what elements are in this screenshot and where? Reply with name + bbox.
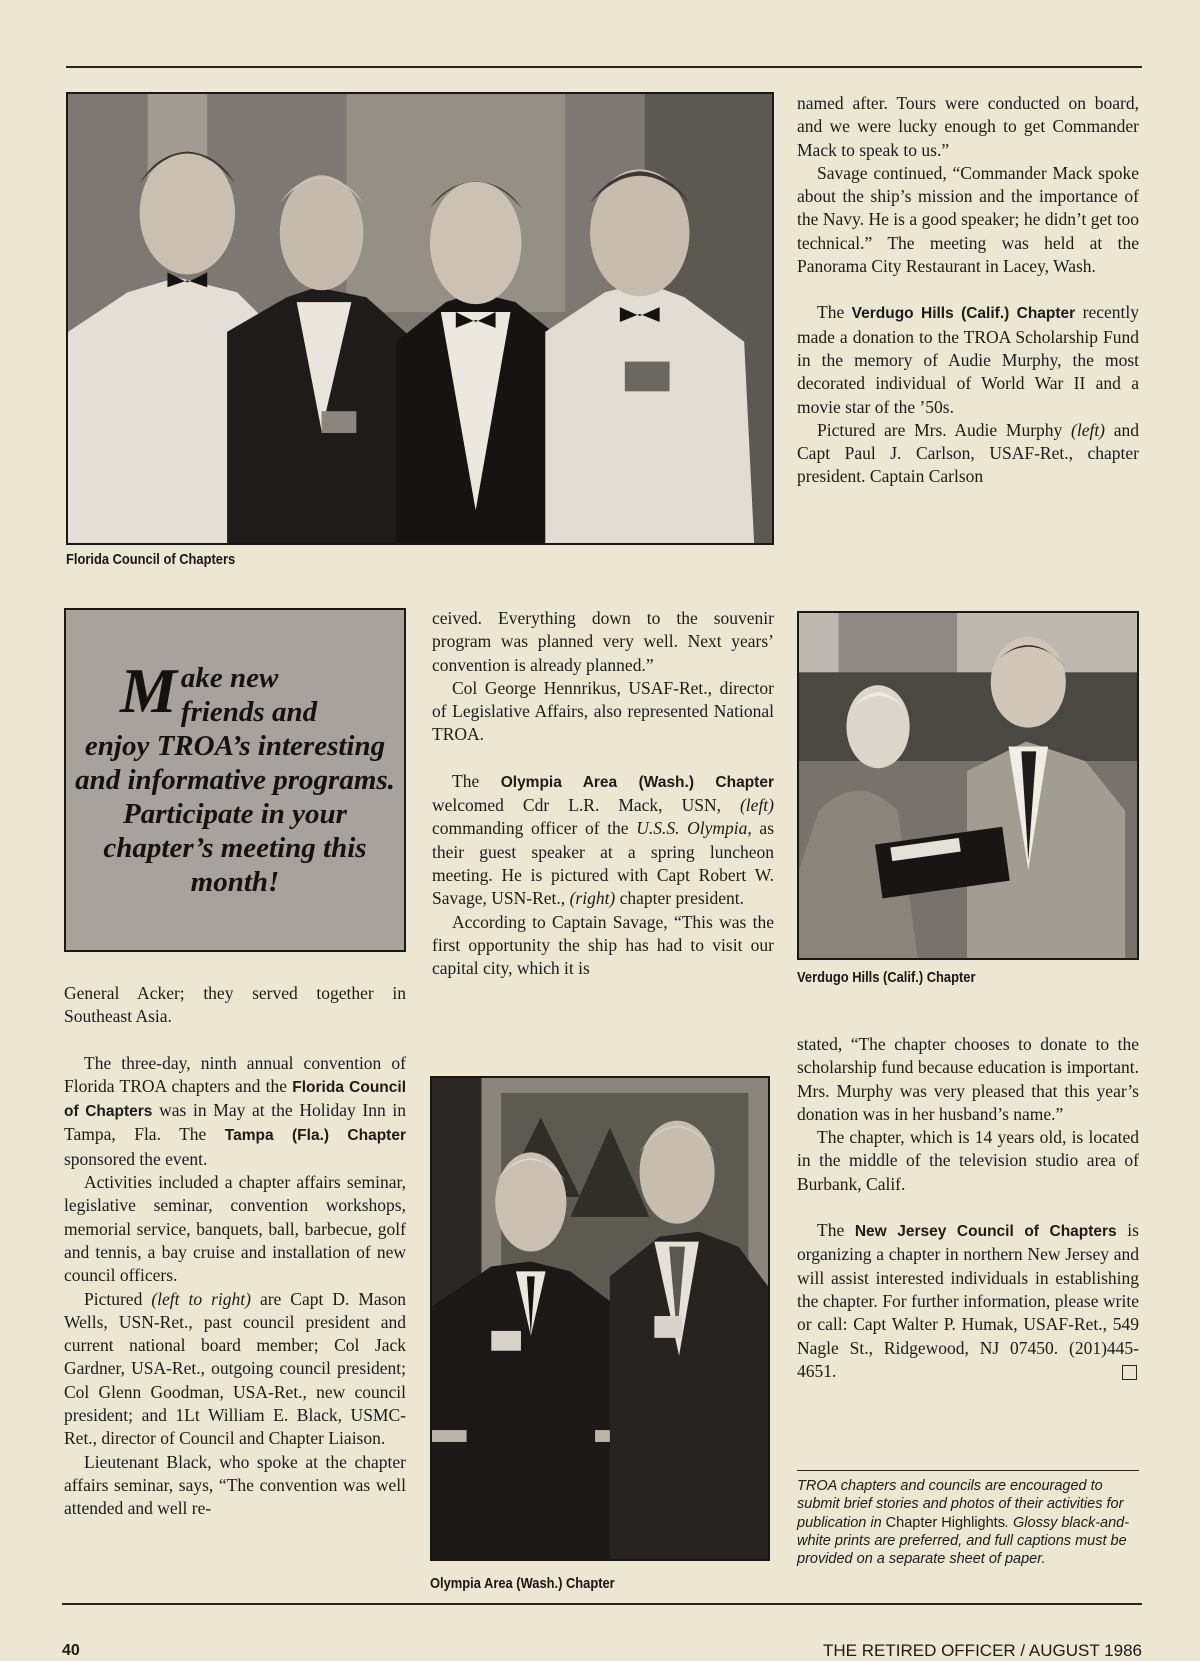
text-run: The	[452, 770, 501, 791]
chapter-name-new-jersey: New Jersey Council of Chapters	[854, 1223, 1117, 1241]
promo-line-1: ake new	[180, 662, 279, 694]
text-run: and Capt Paul J. Carlson, USAF-Ret., chapter president. Captain Carlson	[797, 419, 1139, 487]
end-of-article-box-icon	[1122, 1365, 1137, 1380]
article-paragraph: The chapter, which is 14 years old, is located in the middle of the television studio area of Burbank, Calif.	[797, 1127, 1139, 1194]
column-1	[64, 982, 406, 1521]
text-run: The three-day, ninth annual convention of Florida TROA chapters and the	[64, 1052, 406, 1096]
chapter-name-olympia: Olympia Area (Wash.) Chapter	[500, 773, 774, 791]
text-run: TROA chapters and councils are encouraged to submit brief stories and photos of their activities for publication in	[797, 1478, 1124, 1531]
text-run: Pictured are Mrs. Audie Murphy	[817, 419, 1071, 440]
text-run: as their guest speaker at a spring luncheon meeting. He is pictured with Capt Robert W. Savage, USN-Ret.,	[432, 818, 775, 909]
text-run: welcomed Cdr L.R. Mack, USN,	[432, 795, 740, 816]
article-paragraph	[64, 1288, 406, 1451]
olympia-article	[432, 770, 774, 911]
promo-rest: enjoy TROA’s interesting and informative programs. Participate in your chapter’s meeting this month!	[75, 730, 395, 898]
text-run: (left)	[739, 795, 774, 816]
text-run: U.S.S. Olympia,	[636, 818, 752, 839]
text-run: is organizing a chapter in northern New Jersey and will assist interested individuals in establishing the chapter. For further information, please write or call: Capt Walter P. Humak, USAF-Ret., 549 Nagle St., Ridgewood, NJ 07450. (201)445-4651.	[797, 1220, 1139, 1381]
text-run: Pictured	[84, 1288, 152, 1309]
header-rule	[66, 66, 1142, 68]
verdugo-hills-photo	[797, 611, 1139, 960]
new-jersey-article	[797, 1219, 1139, 1383]
florida-article	[64, 1052, 406, 1171]
promo-dropcap: M	[120, 661, 177, 726]
article-paragraph: stated, “The chapter chooses to donate to the scholarship fund because education is important. Mrs. Murphy was very pleased that this year’s donation was in her husband’s name.”	[797, 1034, 1139, 1124]
text-run: commanding officer of the	[432, 818, 637, 839]
note-rule	[797, 1470, 1139, 1471]
submission-note	[797, 1477, 1139, 1568]
column-3-top	[797, 92, 1139, 489]
article-paragraph	[797, 419, 1139, 489]
text-run: (left to right)	[151, 1288, 251, 1309]
chapter-name-verdugo: Verdugo Hills (Calif.) Chapter	[851, 305, 1076, 323]
column-2	[432, 607, 774, 980]
article-paragraph: ceived. Everything down to the souvenir program was planned very well. Next years’ convention is already planned.”	[432, 608, 774, 675]
chapter-name-florida: Florida Council of Chapters	[64, 1078, 406, 1121]
text-run: (right)	[569, 888, 616, 909]
olympia-photo-caption: Olympia Area (Wash.) Chapter	[430, 1575, 615, 1592]
publication-line: THE RETIRED OFFICER / AUGUST 1986	[823, 1641, 1142, 1660]
florida-photo-caption: Florida Council of Chapters	[66, 551, 236, 568]
footer-rule	[62, 1603, 1142, 1605]
text-run: chapter president.	[615, 888, 745, 909]
article-paragraph: Lieutenant Black, who spoke at the chapter affairs seminar, says, “The convention was well attended and well re-	[64, 1451, 406, 1519]
article-paragraph: According to Captain Savage, “This was the first opportunity the ship has had to visit our capital city, which it is	[432, 911, 774, 979]
text-run: The	[817, 302, 852, 323]
article-paragraph: Col George Hennrikus, USAF-Ret., director of Legislative Affairs, also represented National TROA.	[432, 677, 774, 745]
text-run: sponsored the event.	[64, 1148, 208, 1169]
text-run: Chapter Highlights	[885, 1514, 1005, 1531]
verdugo-photo-caption: Verdugo Hills (Calif.) Chapter	[797, 969, 976, 986]
promo-line-2: friends and	[180, 696, 318, 728]
column-3-bottom	[797, 1033, 1139, 1383]
promo-box	[64, 608, 406, 952]
chapter-name-tampa: Tampa (Fla.) Chapter	[224, 1127, 407, 1145]
florida-council-photo	[66, 92, 774, 545]
article-paragraph: Savage continued, “Commander Mack spoke about the ship’s mission and the importance of the Navy. He is a good speaker; he didn’t get too technical.” The meeting was held at the Panorama City Restaurant in Lacey, Wash.	[797, 162, 1139, 277]
article-paragraph: General Acker; they served together in Southeast Asia.	[64, 983, 406, 1027]
promo-text	[70, 661, 400, 899]
text-run: (left)	[1071, 419, 1106, 440]
verdugo-article	[797, 301, 1139, 418]
text-run: are Capt D. Mason Wells, USN-Ret., past council president and current national board member; Col Jack Gardner, USA-Ret., outgoing council president; Col Glenn Goodman, USA-Ret., new council president; and 1Lt William E. Black, USMC-Ret., director of Council and Chapter Liaison.	[64, 1288, 406, 1449]
article-paragraph: Activities included a chapter affairs seminar, legislative seminar, convention workshops, memorial service, banquets, ball, barbecue, golf and tennis, a bay cruise and installation of new council officers.	[64, 1172, 406, 1286]
article-paragraph: named after. Tours were conducted on board, and we were lucky enough to get Commander Mack to speak to us.”	[797, 93, 1139, 160]
text-run: was in May at the Holiday Inn in Tampa, Fla. The	[64, 1100, 407, 1145]
text-run: The	[817, 1220, 855, 1241]
page-number: 40	[62, 1642, 80, 1659]
text-run: . Glossy black-and-white prints are preferred, and full captions must be provided on a separate sheet of paper.	[797, 1514, 1130, 1568]
text-run: recently made a donation to the TROA Scholarship Fund in the memory of Audie Murphy, the most decorated individual of World War II and a movie star of the ’50s.	[797, 302, 1139, 417]
olympia-area-photo	[430, 1076, 770, 1561]
